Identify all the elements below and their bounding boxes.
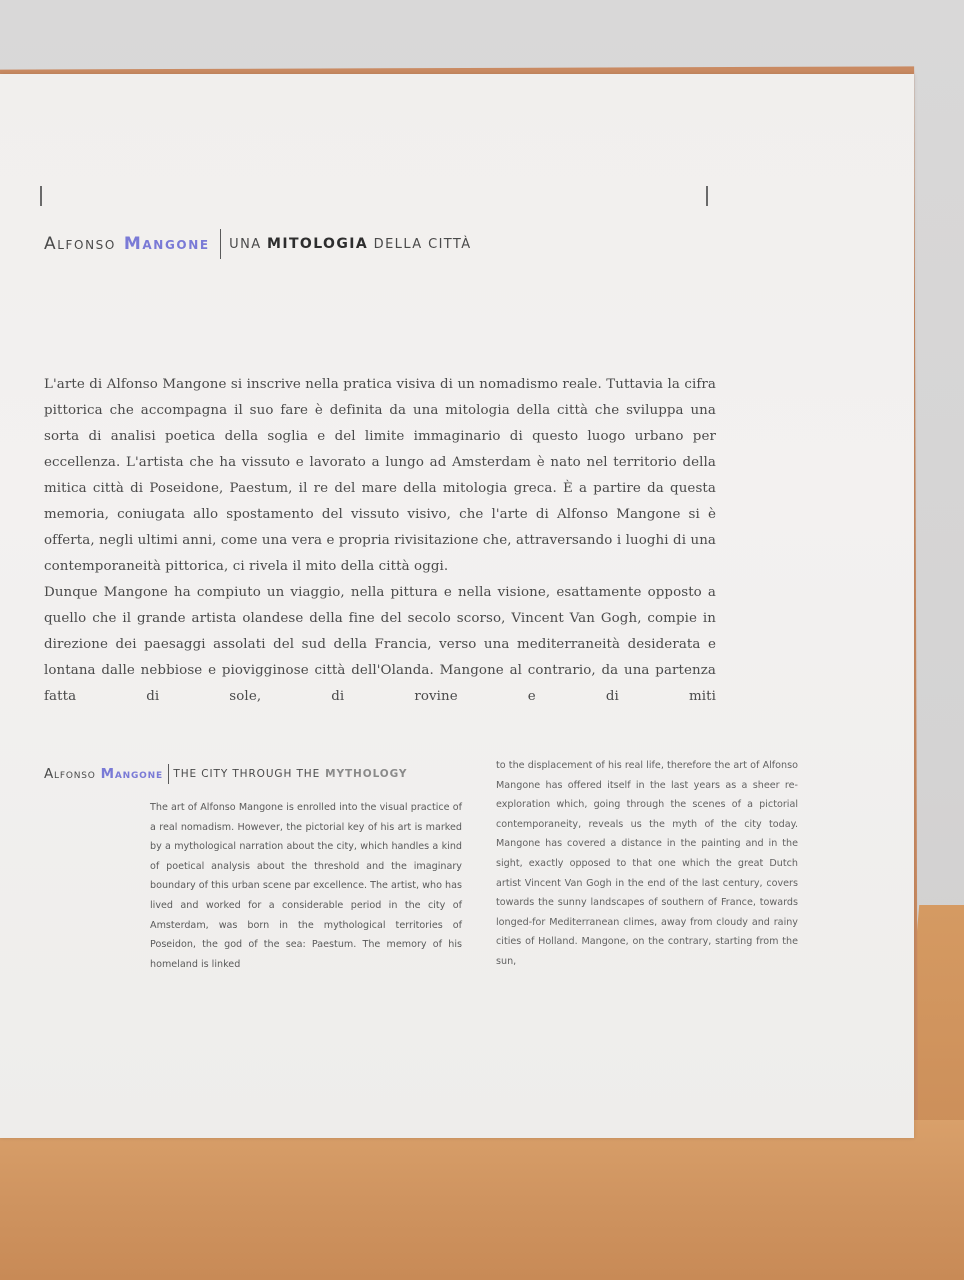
page-title	[44, 226, 744, 262]
english-column-right	[496, 756, 798, 972]
title-artist-last: Mangone	[123, 234, 210, 254]
english-subtitle-pre: THE CITY THROUGH THE	[173, 768, 321, 780]
crop-mark-left	[40, 186, 42, 206]
english-title-artist-last: Mangone	[100, 766, 163, 782]
italian-paragraph-2: Dunque Mangone ha compiuto un viaggio, nella pittura e nella visione, esattamente opposto a quello che il grande artista olandese della fine del secolo scorso, Vincent Van Gogh, compie in direzione dei paesaggi assolati del sud della Francia, verso una mediterraneità desiderata e lontana dalle nebbiose e piovigginose città dell'Olanda. Mangone al contrario, da una partenza fatta di sole, di rovine e di miti	[44, 585, 716, 704]
english-left-text: The art of Alfonso Mangone is enrolled into the visual practice of a real nomadism. However, the pictorial key of his art is marked by a mythological narration about the city, which handles a kind of poetical analysis about the threshold and the imaginary boundary of this urban scene par excellence. The artist, who has lived and worked for a considerable period in the city of Amsterdam, was born in the mythological territories of Poseidon, the god of the sea: Paestum. The memory of his homeland is linked	[150, 802, 462, 970]
subtitle-post: DELLA CITTÀ	[373, 237, 472, 252]
italian-paragraph-1: L'arte di Alfonso Mangone si inscrive nella pratica visiva di un nomadismo reale. Tuttavia la cifra pittorica che accompagna il suo fare è definita da una mitologia della città che sviluppa una sorta di analisi poetica della soglia e del limite immaginario di questo luogo urbano per eccellenza. L'artista che ha vissuto e lavorato a lungo ad Amsterdam è nato nel territorio della mitica città di Poseidone, Paestum, il re del mare della mitologia greca. È a partire da questa memoria, coniugata allo spostamento del vissuto visivo, che l'arte di Alfonso Mangone si è offerta, negli ultimi anni, come una vera e propria rivisitazione che, attraversando i luoghi di una contemporaneità pittorica, ci rivela il mito della città oggi.	[44, 377, 716, 574]
italian-text	[44, 372, 716, 710]
english-subtitle-strong: MYTHOLOGY	[325, 768, 408, 780]
english-title-artist-first: Alfonso	[44, 766, 96, 782]
english-right-text: to the displacement of his real life, therefore the art of Alfonso Mangone has offered itself in the last years as a sheer re-exploration which, going through the scenes of a pictorial contemporaneity, reveals us the myth of the city today. Mangone has covered a distance in the painting and in the sight, exactly opposed to that one which the great Dutch artist Vincent Van Gogh in the end of the last century, covers towards the sunny landscapes of southern of France, towards longed-for Mediterranean climes, away from cloudy and rainy cities of Holland. Mangone, on the contrary, starting from the sun,	[496, 760, 798, 967]
title-divider	[220, 229, 222, 259]
subtitle-pre: UNA	[229, 237, 262, 252]
subtitle-strong: MITOLOGIA	[267, 236, 369, 252]
english-title	[44, 762, 494, 786]
desk-surface	[0, 1120, 964, 1280]
title-subtitle	[229, 236, 471, 252]
english-column-left	[150, 798, 462, 974]
title-artist-first: Alfonso	[44, 234, 116, 254]
english-title-divider	[168, 764, 170, 784]
crop-mark-right	[706, 186, 708, 206]
